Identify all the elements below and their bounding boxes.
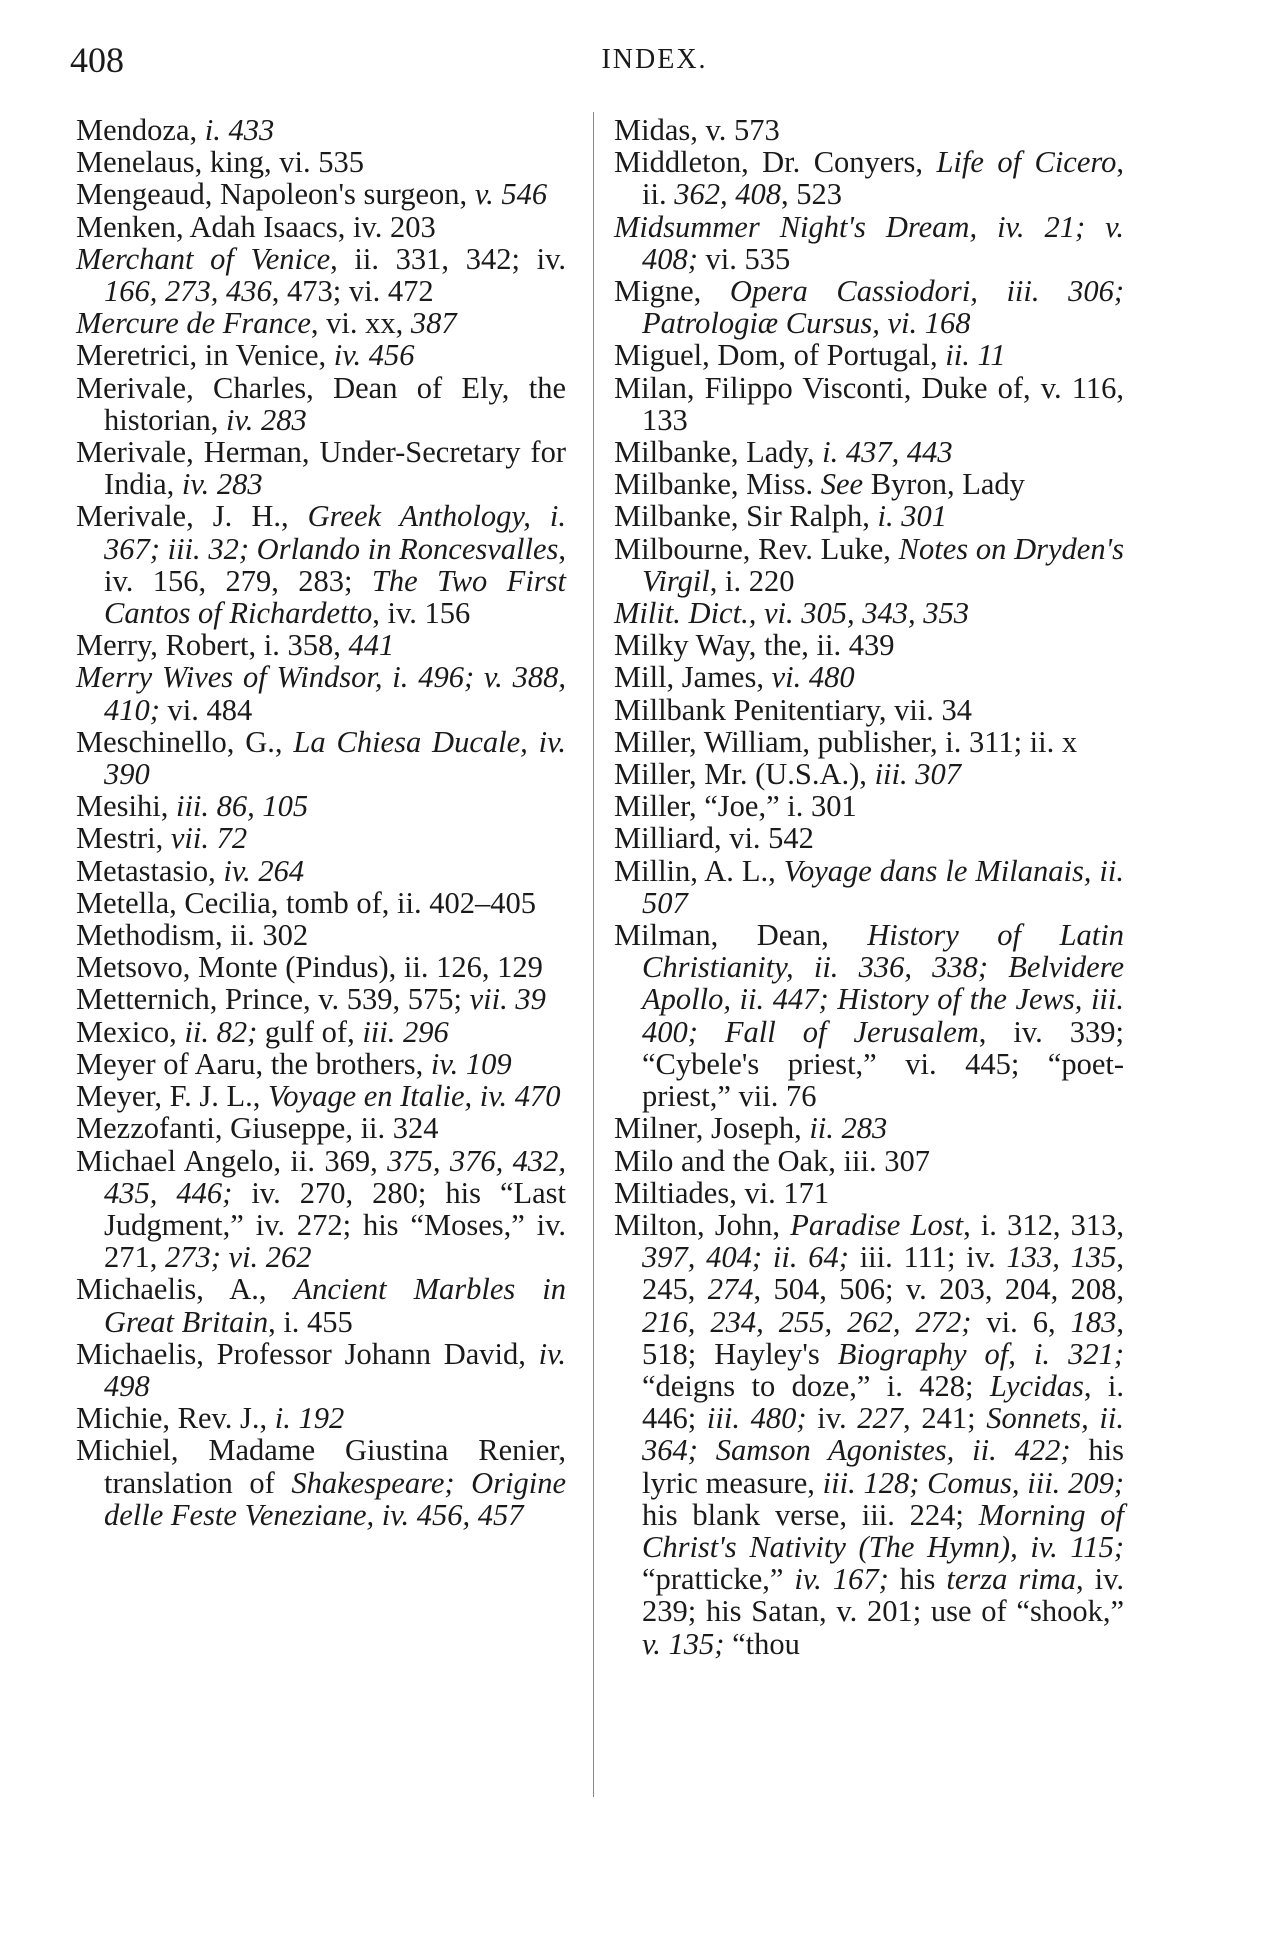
index-entry-text: Mercure de France: [76, 306, 311, 341]
index-entry-text: 216, 234, 255, 262, 272;: [642, 1304, 972, 1339]
page-number: 408: [70, 40, 124, 80]
index-entry-text: Meschinello, G.,: [76, 724, 294, 759]
index-entry-text: Merry, Robert, i. 358,: [76, 628, 349, 663]
index-entry-text: Milner, Joseph,: [614, 1111, 810, 1146]
index-entry-text: gulf of,: [257, 1014, 363, 1049]
index-entry: [76, 1434, 566, 1531]
index-entry-text: Milliard, vi. 542: [614, 821, 814, 856]
index-entry-text: , iv. 239; his Satan, v. 201; use of “shook,”: [642, 1562, 1125, 1629]
index-entry-text: iv.: [806, 1401, 858, 1436]
index-entry-text: Mesihi,: [76, 789, 176, 824]
index-entry: [614, 372, 1124, 436]
index-entry-text: iv. 456: [333, 338, 415, 373]
index-entry: [614, 1209, 1124, 1660]
index-entry-text: iv. 283: [181, 467, 263, 502]
index-entry-text: 166, 273, 436: [104, 274, 272, 309]
index-entry-text: iv. 498: [104, 1336, 566, 1403]
index-entry: [76, 951, 566, 983]
index-entry-text: Mezzofanti, Giuseppe, ii. 324: [76, 1111, 439, 1146]
index-entry: [76, 1048, 566, 1080]
index-entry: [76, 661, 566, 725]
index-entry: [614, 1177, 1124, 1209]
index-entry: [76, 1338, 566, 1402]
index-entry: [76, 372, 566, 436]
index-entry-text: Milky Way, the, ii. 439: [614, 628, 895, 663]
index-entry-text: iv. 270, 280; his “Last Judgment,” iv. 272; his “Moses,” iv. 271,: [104, 1175, 566, 1275]
index-entry-text: Voyage dans le Milanais, ii. 507: [642, 853, 1124, 920]
index-entry-text: Opera Cassiodori, iii. 306; Patrologiæ Cursus, vi. 168: [642, 274, 1124, 341]
index-entry: [76, 1016, 566, 1048]
index-entry-text: , iv. 156, 279, 283;: [104, 531, 566, 598]
index-entry-text: 375, 376, 432, 435, 446;: [104, 1143, 567, 1210]
index-entry-text: , iv. 156: [372, 596, 471, 631]
index-entry-text: vi. 484: [159, 692, 253, 727]
index-entry-text: History of Latin Christianity, ii. 336, 338; Belvidere Apollo, ii. 447; History of the Jews, iii. 400; Fall of Jerusalem: [642, 918, 1124, 1049]
index-entry-text: i. 437, 443: [822, 435, 953, 470]
index-entry-text: , i. 312, 313,: [963, 1207, 1124, 1242]
index-entry: [614, 1112, 1124, 1144]
index-entry-text: vii. 39: [469, 982, 546, 1017]
index-entry-text: iii. 128; Comus, iii. 209;: [822, 1465, 1124, 1500]
index-entry: [614, 275, 1124, 339]
index-entry-text: Menelaus, king, vi. 535: [76, 145, 365, 180]
index-entry: [76, 243, 566, 307]
index-entry: [614, 533, 1124, 597]
index-entry: [76, 1145, 566, 1274]
index-entry-text: 274: [707, 1272, 754, 1307]
index-entry-text: iii. 480;: [706, 1401, 807, 1436]
index-entry-text: Metastasio,: [76, 853, 224, 888]
index-entry: [76, 887, 566, 919]
index-entry-text: his: [888, 1562, 947, 1597]
index-entry-text: Middleton, Dr. Conyers,: [614, 145, 937, 180]
index-entry: [76, 307, 566, 339]
index-entry-text: , 518; Hayley's: [642, 1304, 1124, 1371]
index-entry-text: See: [820, 467, 864, 502]
index-entry: [614, 436, 1124, 468]
index-entry: [76, 822, 566, 854]
index-entry-text: 362, 408: [674, 177, 781, 212]
index-entry-text: Miguel, Dom, of Portugal,: [614, 338, 946, 373]
index-entry-text: 133, 135: [1006, 1240, 1117, 1275]
index-entry-text: ii. 283: [809, 1111, 888, 1146]
index-entry-text: terza rima: [946, 1562, 1077, 1597]
index-entry-text: Michie, Rev. J.,: [76, 1401, 275, 1436]
index-entry: [76, 855, 566, 887]
index-entry: [614, 114, 1124, 146]
index-entry-text: Millin, A. L.,: [614, 853, 784, 888]
index-entry-text: Midsummer Night's Dream, iv. 21; v. 408;: [614, 209, 1124, 276]
index-entry-text: iii. 111; iv.: [848, 1240, 1007, 1275]
index-entry-text: Morning of Christ's Nativity (The Hymn), iv. 115;: [642, 1497, 1124, 1564]
index-entry-text: , 241;: [903, 1401, 987, 1436]
index-entry-text: , i. 446;: [642, 1368, 1125, 1436]
index-entry-text: Meretrici, in Venice,: [76, 338, 334, 373]
index-entry-text: iii. 296: [362, 1014, 449, 1049]
index-entry: [76, 983, 566, 1015]
index-entry-text: Mexico,: [76, 1014, 185, 1049]
index-entry-text: Merchant of Venice: [76, 241, 331, 276]
index-entry: [76, 146, 566, 178]
index-entry-text: v. 546: [474, 177, 548, 212]
index-entry-text: , i. 220: [709, 563, 795, 598]
running-title: INDEX.: [601, 44, 708, 75]
index-entry-text: Miller, “Joe,” i. 301: [614, 789, 857, 824]
index-entry: [614, 629, 1124, 661]
index-entry-text: i. 301: [877, 499, 947, 534]
index-entry-text: , 504, 506; v. 203, 204, 208,: [753, 1272, 1124, 1307]
index-entry-text: Milbanke, Lady,: [614, 435, 823, 470]
index-entry-text: Mestri,: [76, 821, 171, 856]
index-entry: [614, 726, 1124, 758]
index-entry-text: Millbank Penitentiary, vii. 34: [614, 692, 973, 727]
index-entry-text: Milbanke, Miss.: [614, 467, 821, 502]
index-entry: [614, 211, 1124, 275]
index-entry-text: “deigns to doze,” i. 428;: [642, 1368, 990, 1403]
index-entry-text: Milman, Dean,: [614, 918, 868, 953]
index-entry-text: iv. 109: [430, 1046, 512, 1081]
index-entry-text: iii. 307: [874, 757, 961, 792]
index-entry: [76, 1112, 566, 1144]
index-entry-text: Metsovo, Monte (Pindus), ii. 126, 129: [76, 950, 543, 985]
index-entry: [76, 919, 566, 951]
index-entry-text: Metternich, Prince, v. 539, 575;: [76, 982, 470, 1017]
index-entry-text: Merivale, J. H.,: [76, 499, 308, 534]
index-entry-text: Merivale, Charles, Dean of Ely, the historian,: [76, 370, 566, 437]
index-entry-text: Milton, John,: [614, 1207, 791, 1242]
index-entry-text: , ii. 331, 342; iv.: [330, 241, 566, 276]
index-entry: [76, 211, 566, 243]
index-entry-text: 227: [857, 1401, 904, 1436]
index-entry-text: Miller, Mr. (U.S.A.),: [614, 757, 875, 792]
index-entry-text: , vi. xx,: [310, 306, 411, 341]
index-entry: [614, 855, 1124, 919]
index-entry-text: Milan, Filippo Visconti, Duke of, v. 116, 133: [614, 370, 1124, 437]
index-entry-text: iv. 264: [223, 853, 305, 888]
index-entry: [614, 500, 1124, 532]
index-entry-text: ii. 82;: [184, 1014, 258, 1049]
index-entry-text: his blank verse, iii. 224;: [642, 1497, 979, 1532]
index-entry-text: Metella, Cecilia, tomb of, ii. 402–405: [76, 885, 536, 920]
index-entry-text: Milit. Dict., vi. 305, 343, 353: [614, 596, 969, 631]
index-entry-text: 273; vi. 262: [165, 1240, 312, 1275]
index-entry-text: , 473; vi. 472: [271, 274, 434, 309]
index-entry: [614, 339, 1124, 371]
index-entry-text: Notes on Dryden's Virgil: [642, 531, 1124, 598]
index-entry-text: Mengeaud, Napoleon's surgeon,: [76, 177, 475, 212]
index-entry-text: i. 433: [204, 113, 275, 147]
index-entry-text: Biography of, i. 321;: [837, 1336, 1124, 1371]
index-entry-text: Lycidas: [989, 1368, 1084, 1403]
index-entry-text: , ii.: [642, 145, 1124, 212]
index-entry: [76, 1080, 566, 1112]
index-entry: [76, 339, 566, 371]
index-entry-text: Merry Wives of Windsor, i. 496; v. 388, 410;: [76, 660, 566, 727]
index-entry-text: Milbourne, Rev. Luke,: [614, 531, 899, 566]
index-entry-text: ii. 11: [945, 338, 1006, 373]
index-entry: [76, 726, 566, 790]
index-entry-text: Greek Anthology, i. 367; iii. 32; Orlando in Roncesvalles: [104, 499, 567, 566]
index-entry-text: , 523: [780, 177, 842, 212]
index-entry-text: La Chiesa Ducale, iv. 390: [104, 724, 566, 792]
index-entry-text: Mill, James,: [614, 660, 772, 695]
index-entry-text: Michiel, Madame Giustina Renier, translation of: [76, 1433, 566, 1500]
index-entry-text: Milo and the Oak, iii. 307: [614, 1143, 930, 1178]
index-entry-text: Voyage en Italie, iv. 470: [268, 1079, 561, 1114]
index-entry-text: Michael Angelo, ii. 369,: [76, 1143, 388, 1178]
index-entry: [614, 822, 1124, 854]
index-entry: [76, 629, 566, 661]
index-entry: [614, 919, 1124, 1112]
index-entry: [76, 436, 566, 500]
index-entry-text: v. 135;: [642, 1626, 725, 1661]
column-divider: [593, 112, 594, 1797]
index-entry-text: his lyric measure,: [642, 1433, 1124, 1500]
index-entry-text: vi. 535: [697, 241, 791, 276]
index-entry: [614, 661, 1124, 693]
index-entry-text: Sonnets, ii. 364; Samson Agonistes, ii. 422;: [642, 1401, 1124, 1468]
index-entry: [614, 146, 1124, 210]
index-entry-text: iii. 86, 105: [175, 789, 309, 824]
index-entry-text: Mendoza,: [76, 113, 205, 147]
page-header: [70, 36, 1209, 84]
index-entry-text: Miltiades, vi. 171: [614, 1175, 830, 1210]
index-entry-text: Miller, William, publisher, i. 311; ii. x: [614, 724, 1078, 759]
index-entry-text: 387: [410, 306, 457, 341]
index-entry-text: , 245,: [642, 1240, 1125, 1307]
index-entry-text: Meyer of Aaru, the brothers,: [76, 1046, 431, 1081]
index-entry: [614, 597, 1124, 629]
index-entry-text: Byron, Lady: [863, 467, 1025, 502]
index-entry-text: , iv. 339; “Cybele's priest,” vi. 445; “poet-priest,” vii. 76: [642, 1014, 1125, 1114]
index-entry-text: vii. 72: [170, 821, 248, 856]
index-column-left: [76, 114, 566, 1531]
index-entry: [76, 1402, 566, 1434]
index-entry-text: Michaelis, Professor Johann David,: [76, 1336, 539, 1371]
index-entry-text: iv. 167;: [794, 1562, 889, 1597]
index-entry-text: Meyer, F. J. L.,: [76, 1079, 269, 1114]
index-entry-text: Methodism, ii. 302: [76, 918, 309, 953]
index-entry-text: Midas, v. 573: [614, 113, 780, 147]
index-entry-text: vi. 6,: [971, 1304, 1071, 1339]
index-entry-text: 397, 404; ii. 64;: [642, 1240, 849, 1275]
index-entry-text: “thou: [724, 1626, 800, 1661]
index-entry: [614, 758, 1124, 790]
index-entry-text: i. 192: [274, 1401, 345, 1436]
index-entry-text: Migne,: [614, 274, 730, 309]
index-entry-text: Life of Cicero: [936, 145, 1117, 180]
index-entry: [76, 114, 566, 146]
index-entry-text: “pratticke,”: [642, 1562, 795, 1597]
index-entry-text: Michaelis, A.,: [76, 1272, 294, 1307]
index-entry-text: The Two First Cantos of Richardetto: [104, 563, 566, 631]
index-entry: [76, 1273, 566, 1337]
index-entry-text: iv. 283: [226, 402, 307, 437]
index-entry-text: vi. 480: [771, 660, 855, 695]
index-entry-text: Menken, Adah Isaacs, iv. 203: [76, 209, 436, 244]
index-entry: [76, 500, 566, 629]
index-entry-text: , i. 455: [268, 1304, 353, 1339]
index-entry: [76, 178, 566, 210]
index-entry: [614, 468, 1124, 500]
index-entry-text: 441: [348, 628, 395, 663]
index-entry: [76, 790, 566, 822]
index-column-right: [614, 114, 1124, 1660]
index-entry-text: Ancient Marbles in Great Britain: [104, 1272, 566, 1339]
index-entry-text: Milbanke, Sir Ralph,: [614, 499, 878, 534]
index-entry-text: Shakespeare; Origine delle Feste Veneziane, iv. 456, 457: [104, 1465, 567, 1532]
index-entry: [614, 1145, 1124, 1177]
index-entry-text: Paradise Lost: [790, 1207, 964, 1242]
index-entry: [614, 790, 1124, 822]
index-entry-text: Merivale, Herman, Under-Secretary for India,: [76, 435, 566, 502]
index-entry-text: 183: [1070, 1304, 1117, 1339]
index-entry: [614, 694, 1124, 726]
